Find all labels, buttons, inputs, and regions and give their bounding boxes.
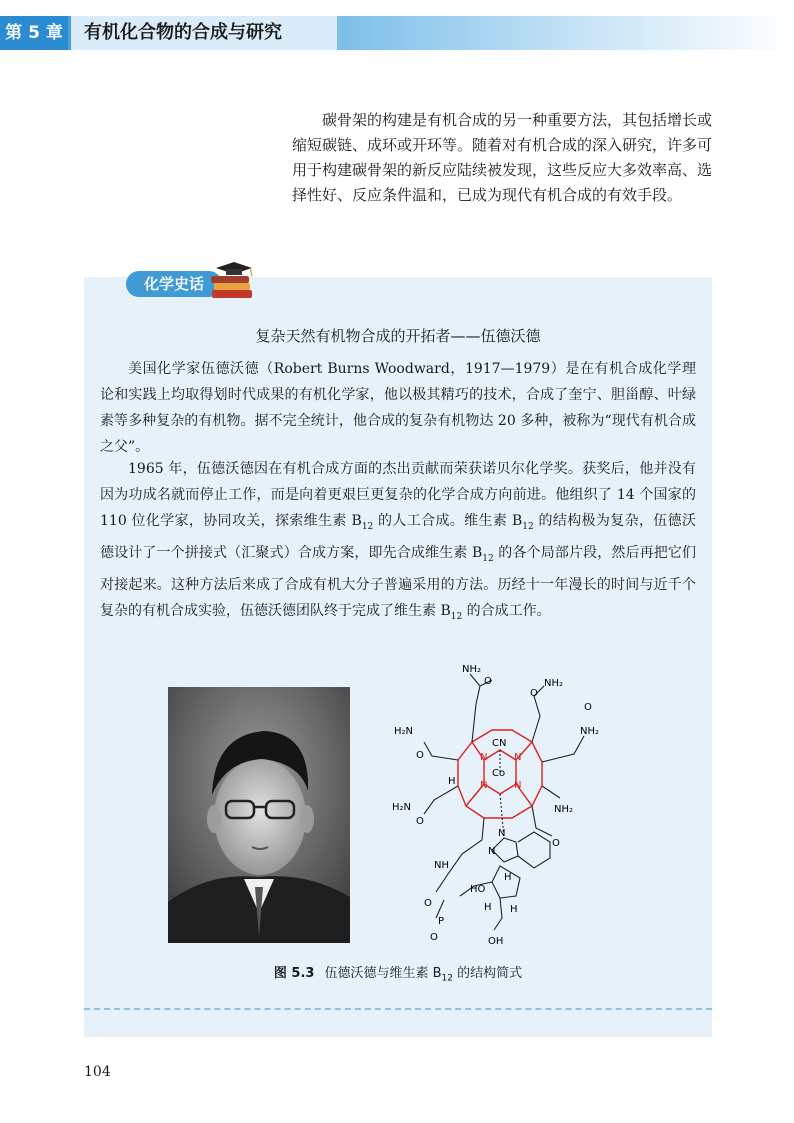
intro-paragraph: 碳骨架的构建是有机合成的另一种重要方法，其包括增长或缩短碳链、成环或开环等。随着对有机合成的深入研究，许多可用于构建碳骨架的新反应陆续被发现，这些反应大多效率高、选择性好、反应条件温和，已成为现代有机合成的有效手段。 (292, 111, 713, 204)
label-o2: O (530, 688, 538, 699)
chapter-label: 第 5 章 (0, 16, 68, 50)
label-h3: H (484, 902, 492, 913)
label-h1: H (448, 776, 456, 787)
story-paragraph-1: 美国化学家伍德沃德（Robert Burns Woodward，1917—1979）是在有机合成化学理论和实践上均取得划时代成果的有机化学家，他以极其精巧的技术，合成了奎宁、胆甾醇、叶绿素等多种复杂的有机物。据不完全统计，他合成的复杂有机物达 20 多种，被称为“现代有机合成之父”。 (100, 361, 696, 455)
label-n1: N (480, 752, 488, 763)
woodward-portrait-photo (168, 687, 350, 943)
label-nh2-lower-right: NH₂ (554, 804, 574, 815)
label-o3: O (584, 702, 592, 713)
label-o8: O (430, 932, 438, 943)
label-n2: N (514, 752, 522, 763)
label-o7: O (424, 898, 432, 909)
books-mortarboard-icon (208, 260, 260, 302)
label-co: Co (492, 768, 506, 779)
label-o6: O (552, 838, 560, 849)
figure-caption: 图 5.3 伍德沃德与维生素 $B_{12}$ 的结构简式 (273, 966, 523, 984)
story-paragraph-2: 1965 年，伍德沃德因在有机合成方面的杰出贡献而荣获诺贝尔化学奖。获奖后，他并没有因为功成名就而停止工作，而是向着更艰巨更复杂的化学合成方向前进。他组织了 14 个国家的 110 位化学家，协同攻关，探索维生素 $B_{12}$ 的人工合成。维生素 $B_{12}$ 的结构极为复杂，伍德沃德设计了一个拼接式（汇聚式）合成方案，即先合成维生素 $B_{12}$ 的各个局部片段，然后再把它们对接起来。这种方法后来成了合成有机大分子普遍采用的方法。历经十一年漫长的时间与近千个复杂的有机合成实验，伍德沃德团队终于完成了维生素 $B_{12}$ 的合成工作。 (100, 461, 696, 622)
story-title: 复杂天然有机物合成的开拓者——伍德沃德 (255, 327, 541, 345)
chapter-title: 有机化合物的合成与研究 (71, 16, 337, 50)
label-ho: HO (470, 884, 486, 895)
label-n3: N (480, 780, 488, 791)
label-o1: O (484, 676, 492, 687)
label-cn: CN (492, 738, 507, 749)
label-nh2-right: NH₂ (580, 726, 600, 737)
label-p: P (438, 916, 445, 927)
history-badge: 化学史话 (126, 271, 222, 297)
label-h2: H (504, 872, 512, 883)
label-nh: NH (434, 860, 449, 871)
label-h2n-left: H₂N (394, 726, 414, 737)
label-h2n-lower-left: H₂N (392, 802, 412, 813)
label-n5: N (488, 846, 496, 857)
label-h4: H (510, 904, 518, 915)
label-nh2-top: NH₂ (462, 664, 482, 675)
label-n6: N (498, 828, 506, 839)
box-dashed-divider (84, 1008, 712, 1010)
label-nh2-upper-right: NH₂ (544, 678, 564, 689)
label-o5: O (416, 816, 424, 827)
label-n4: N (514, 780, 522, 791)
label-oh: OH (488, 936, 504, 947)
label-o4: O (416, 750, 424, 761)
page-number: 104 (84, 1064, 111, 1080)
vitamin-b12-structure (384, 660, 624, 958)
